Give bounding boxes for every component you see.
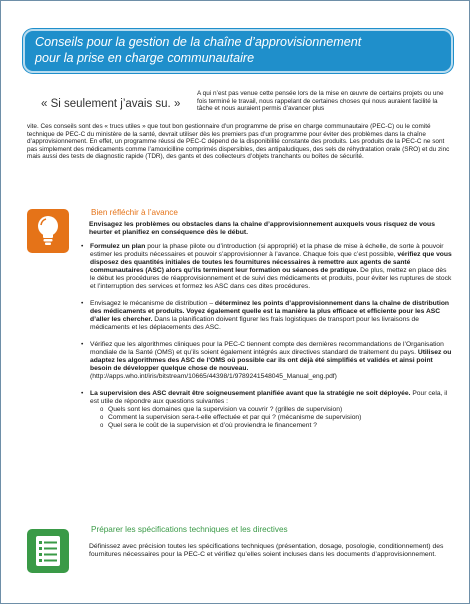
title-banner xyxy=(23,29,453,73)
lightbulb-icon xyxy=(27,209,69,253)
sub-list-item: o Comment la supervision sera-t-elle effectuée et par qui ? (mécanisme de supervision) xyxy=(100,414,453,422)
bullet-emphasis: déterminez les points d’approvisionnement dans la chaîne de distribution des médicaments et produits. Voyez également quelle est la manière la plus efficace et efficiente pour les ASC d’aller les chercher. xyxy=(90,300,450,323)
sub-list-item: o Quel sera le coût de la supervision et d’où proviendra le financement ? xyxy=(100,422,453,430)
list-item xyxy=(81,300,453,332)
bullet-text: De plus, mettez en place dès le début les procédures de réapprovisionnement et de suivi des médicaments et produits, pour éviter les ruptures de stock et l’interruption des services et formez les ASC dans ces dites procédures. xyxy=(90,267,452,290)
pull-quote: « Si seulement j’avais su. » xyxy=(41,98,181,110)
bullet-emphasis: Formulez un plan xyxy=(90,243,146,250)
list-item xyxy=(81,390,453,430)
advice-list xyxy=(81,243,453,439)
list-item xyxy=(81,341,453,381)
bullet-text: Pour cela, il est utile de répondre aux questions suivantes : xyxy=(90,390,448,405)
list-item xyxy=(81,243,453,291)
bullet-emphasis: vérifiez que vous disposez des quantités initiales de toutes les fournitures nécessaires à remettre aux agents de santé communautaires (ASC) alors qu’ils terminent leur formation ou séances de pratique. xyxy=(90,251,452,274)
sub-list-item: o Quels sont les domaines que la supervision va couvrir ? (grilles de supervision) xyxy=(100,406,453,414)
section1-lead: Envisagez les problèmes ou obstacles dans la chaîne d’approvisionnement auxquels vous risquez de vous heurter et planifiez en conséquence dès le début. xyxy=(89,221,435,237)
bullet-text: Dans la planification doivent figurer les frais logistiques de transport pour les livraisons de médicaments et les déplacements des ASC. xyxy=(90,316,419,331)
title-line-1: Conseils pour la gestion de la chaîne d’approvisionnement xyxy=(35,35,362,49)
section-heading-think-ahead: Bien réfléchir à l’avance xyxy=(91,208,178,217)
supervision-questions xyxy=(90,406,453,430)
bullet-text: pour la phase pilote ou d’introduction (si approprié) et la phase de mise à échelle, de sorte à pouvoir estimer les produits nécessaires et pouvoir s’approvisionner à l’avance. Chaque fois que c’est possible, xyxy=(90,243,444,258)
bullet-emphasis: Utilisez ou adaptez les algorithmes des ASC de l’OMS où possible car ils ont déjà été simplifiés et validés et ainsi point besoin de développer quelque chose de nouveau. xyxy=(90,349,452,372)
who-manual-link-text: (http://apps.who.int/iris/bitstream/10665/44398/1/9789241548045_Manual_eng.pdf) xyxy=(90,373,337,380)
title-line-2: pour la prise en charge communautaire xyxy=(35,51,255,65)
section-heading-specifications: Préparer les spécifications techniques et les directives xyxy=(91,525,288,534)
bullet-text: Vérifiez que les algorithmes cliniques pour la PEC-C tiennent compte des dernières recommandations de l’Organisation mondiale de la Santé (OMS) et qu’ils soient également intégrés aux directives standard de traitement du pays. xyxy=(90,341,444,356)
intro-paragraph-continued: vite. Ces conseils sont des « trucs utiles » que tout bon gestionnaire d’un programme de prise en charge communautaire (PEC-C) ou le comité technique de PEC-C du ministère de la santé, devrait utiliser dès les premiers pas d’un programme pour éviter des problèmes dans la chaîne d’approvisionnement. En effet, un programme réussi de PEC-C dépend de la disponibilité constante des produits. Les produits de la PEC-C ne sont pas simplement des médicaments comme l’amoxicilline comprimés dispersibles, des antipaludiques, des sels de réhydratation orale (SRO) et du zinc mais aussi des tests de diagnostic rapide (TDR), des gants et des collecteurs d’objets tranchants ou boîtes de sécurité. xyxy=(27,123,450,160)
bullet-text: Envisagez le mécanisme de distribution – xyxy=(90,300,215,307)
bullet-emphasis: La supervision des ASC devrait être soigneusement planifiée avant que la stratégie ne soit déployée. xyxy=(90,390,411,397)
checklist-icon xyxy=(27,529,69,573)
page-title xyxy=(35,34,440,66)
section2-text: Définissez avec précision toutes les spécifications techniques (présentation, dosage, posologie, conditionnement) des fournitures nécessaires pour la PEC-C et vérifiez qu’elles soient incluses dans les documents d’approvisionnement. xyxy=(89,543,444,559)
intro-paragraph-start: A qui n’est pas venue cette pensée lors de la mise en œuvre de certains projets ou une fois terminé le travail, nous rappelant de certaines choses qui nous auraient facilité la tâche et nous auraient permis d’avancer plus xyxy=(197,90,444,112)
